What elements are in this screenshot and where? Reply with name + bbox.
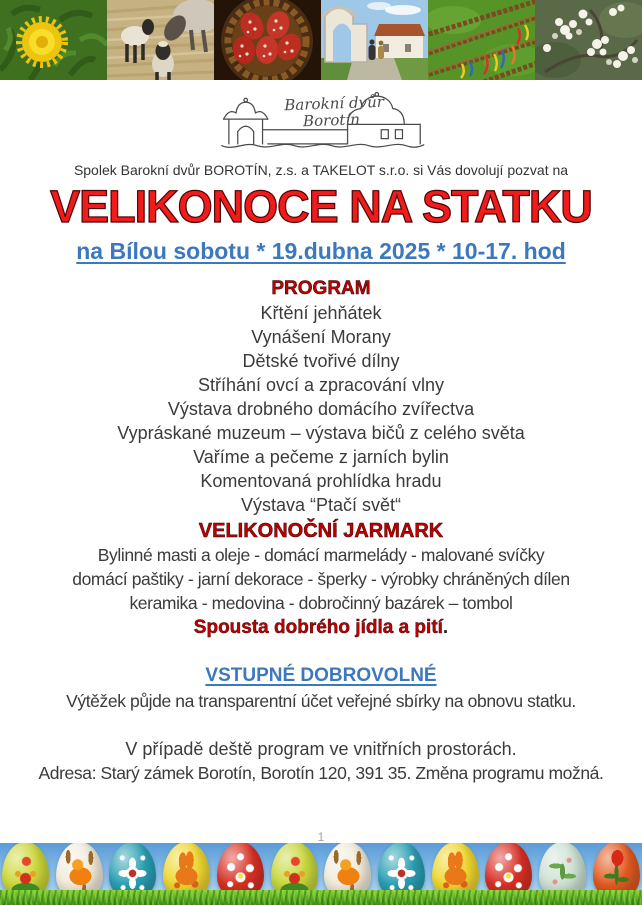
lambs-image <box>107 0 214 80</box>
egg-motif <box>163 843 210 899</box>
easter-egg <box>217 843 264 899</box>
blossoms-image <box>535 0 642 80</box>
address-line: Adresa: Starý zámek Borotín, Borotín 120, 391 35. Změna programu možná. <box>38 763 604 783</box>
program-item: Vaříme a pečeme z jarních bylin <box>193 447 449 467</box>
easter-egg <box>163 843 210 899</box>
photo-egg-basket <box>214 0 321 80</box>
easter-egg <box>539 843 586 899</box>
easter-egg <box>485 843 532 899</box>
egg-motif <box>271 843 318 899</box>
photo-strip <box>0 0 642 80</box>
jarmark-list <box>0 543 642 615</box>
program-item: Dětské tvořivé dílny <box>242 351 400 371</box>
program-heading: PROGRAM <box>271 278 371 299</box>
egg-motif <box>56 843 103 899</box>
page-number: 1 <box>317 830 325 844</box>
egg-motif <box>485 843 532 899</box>
easter-egg <box>271 843 318 899</box>
easter-egg <box>378 843 425 899</box>
logo-text-line2: Borotín <box>302 110 361 131</box>
egg-motif <box>217 843 264 899</box>
photo-dandelion <box>0 0 107 80</box>
jarmark-heading: VELIKONOČNÍ JARMARK <box>198 520 444 542</box>
rain-note: V případě deště program ve vnitřních prostorách. <box>125 739 517 759</box>
egg-motif <box>2 843 49 899</box>
jarmark-item: keramika - medovina - dobročinný bazárek – tombol <box>129 593 513 613</box>
photo-blossoms <box>535 0 642 80</box>
program-item: Výstava drobného domácího zvířectva <box>167 399 475 419</box>
easter-egg <box>2 843 49 899</box>
logo <box>0 89 642 151</box>
easter-egg <box>109 843 156 899</box>
program-list <box>0 301 642 517</box>
admission-note: Výtěžek půjde na transparentní účet veřejné sbírky na obnovu statku. <box>66 691 576 711</box>
easter-egg <box>324 843 371 899</box>
food-line-period: . <box>442 617 449 638</box>
footer-notes <box>0 737 642 785</box>
dandelion-image <box>0 0 107 80</box>
photo-whips <box>428 0 535 80</box>
easter-egg <box>593 843 640 899</box>
jarmark-item: Bylinné masti a oleje - domácí marmelády - malované svíčky <box>97 545 545 565</box>
program-item: Stříhání ovcí a zpracování vlny <box>197 375 445 395</box>
photo-lambs <box>107 0 214 80</box>
easter-egg <box>56 843 103 899</box>
photo-gate <box>321 0 428 80</box>
admission-heading: VSTUPNÉ DOBROVOLNÉ <box>205 665 437 686</box>
egg-row <box>0 843 642 899</box>
jarmark-item: domácí paštiky - jarní dekorace - šperky - výrobky chráněných dílen <box>72 569 570 589</box>
whips-image <box>428 0 535 80</box>
food-line-text: Spousta dobrého jídla a pití <box>193 617 443 638</box>
logo-text-line1: Barokní dvůr <box>283 92 385 115</box>
egg-motif <box>378 843 425 899</box>
date-line: na Bílou sobotu * 19.dubna 2025 * 10-17. hod <box>76 238 566 264</box>
invitation-line: Spolek Barokní dvůr BOROTÍN, z.s. a TAKELOT s.r.o. si Vás dovolují pozvat na <box>73 162 569 178</box>
program-item: Výstava “Ptačí svět“ <box>240 495 402 515</box>
egg-motif <box>324 843 371 899</box>
program-item: Komentovaná prohlídka hradu <box>200 471 442 491</box>
gate-image <box>321 0 428 80</box>
egg-motif <box>432 843 479 899</box>
egg-basket-image <box>214 0 321 80</box>
egg-motif <box>109 843 156 899</box>
program-item: Vynášení Morany <box>251 327 391 347</box>
program-item: Vypráskané muzeum – výstava bičů z celého světa <box>117 423 525 443</box>
egg-motif <box>593 843 640 899</box>
easter-egg <box>432 843 479 899</box>
easter-egg-strip <box>0 843 642 905</box>
logo-drawing <box>206 89 436 151</box>
food-line <box>0 615 642 641</box>
egg-motif <box>539 843 586 899</box>
program-item: Křtění jehňátek <box>260 303 382 323</box>
page-title: VELIKONOCE NA STATKU <box>50 181 592 232</box>
